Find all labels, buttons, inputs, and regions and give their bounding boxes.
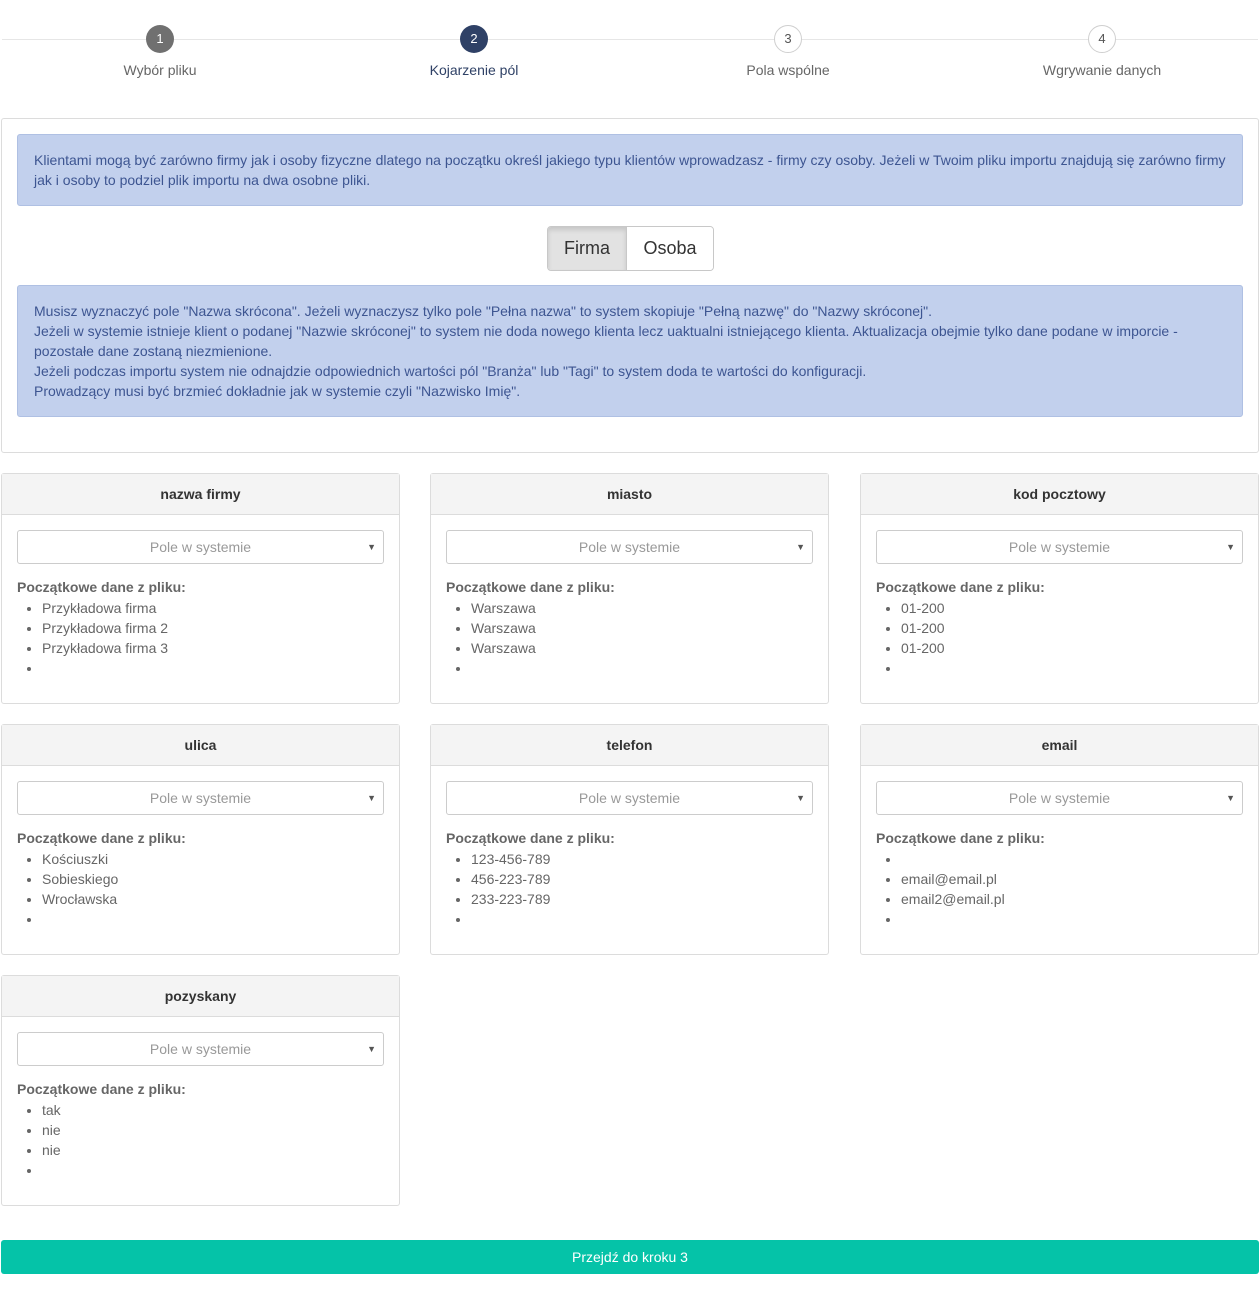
list-item [42,1160,61,1180]
list-item: • 123-456-789 [471,849,550,869]
system-field-select[interactable] [17,1032,384,1066]
caret-down-icon: ▼ [367,793,376,803]
list-item: • 01-200 [901,618,945,638]
field-card-title: telefon [431,725,828,766]
list-item [901,658,945,678]
file-data-list [901,598,945,678]
osoba-toggle-button[interactable]: Osoba [627,227,713,270]
step-4[interactable] [1002,25,1202,78]
file-data-label: Początkowe dane z pliku: [446,830,615,846]
list-item: • tak [42,1100,61,1120]
file-data-label: Początkowe dane z pliku: [876,579,1045,595]
select-placeholder: Pole w systemie [149,539,252,555]
step-3-circle: 3 [774,25,802,53]
file-data-list [42,598,168,678]
list-item: • Sobieskiego [42,869,118,889]
system-field-select[interactable] [17,781,384,815]
caret-down-icon: ▼ [796,542,805,552]
list-item: • Kościuszki [42,849,118,869]
caret-down-icon: ▼ [1226,793,1235,803]
list-item: • Przykładowa firma [42,598,168,618]
field-card-nazwa-firmy [1,473,400,704]
import-rules-alert [17,285,1243,417]
caret-down-icon: ▼ [367,542,376,552]
list-item: • 233-223-789 [471,889,550,909]
file-data-label: Początkowe dane z pliku: [17,1081,186,1097]
field-card-title: pozyskany [2,976,399,1017]
file-data-list [471,598,536,678]
field-card-title: ulica [2,725,399,766]
list-item [42,658,168,678]
field-card-title: miasto [431,474,828,515]
list-item [42,909,118,929]
caret-down-icon: ▼ [367,1044,376,1054]
field-card-email [860,724,1259,955]
list-item [901,909,1005,929]
list-item: • 01-200 [901,598,945,618]
import-rule-line: Jeżeli podczas importu system nie odnajdzie odpowiednich wartości pól "Branża" lub "Tagi" to system doda te wartości do konfiguracji. [34,363,867,379]
file-data-label: Początkowe dane z pliku: [17,830,186,846]
import-stepper [0,0,1260,100]
list-item: • email@email.pl [901,869,1005,889]
file-data-label: Początkowe dane z pliku: [876,830,1045,846]
client-type-toggle [547,226,714,271]
next-step-button[interactable]: Przejdź do kroku 3 [1,1240,1259,1274]
select-placeholder: Pole w systemie [578,539,681,555]
system-field-select[interactable] [876,530,1243,564]
firma-toggle-button[interactable]: Firma [548,227,627,270]
field-card-miasto [430,473,829,704]
list-item: • 456-223-789 [471,869,550,889]
list-item [471,658,536,678]
field-card-telefon [430,724,829,955]
file-data-list [471,849,550,929]
select-placeholder: Pole w systemie [1008,790,1111,806]
list-item [901,849,1005,869]
info-panel [1,118,1259,453]
step-1-circle: 1 [146,25,174,53]
field-card-ulica [1,724,400,955]
list-item: • Przykładowa firma 3 [42,638,168,658]
system-field-select[interactable] [446,530,813,564]
select-placeholder: Pole w systemie [1008,539,1111,555]
field-card-pozyskany [1,975,400,1206]
list-item: • email2@email.pl [901,889,1005,909]
list-item: • Wrocławska [42,889,118,909]
list-item: • Warszawa [471,598,536,618]
select-placeholder: Pole w systemie [149,1041,252,1057]
select-placeholder: Pole w systemie [149,790,252,806]
system-field-select[interactable] [446,781,813,815]
list-item [471,909,550,929]
list-item: • Warszawa [471,618,536,638]
client-type-info-alert: Klientami mogą być zarówno firmy jak i osoby fizyczne dlatego na początku określ jakiego typu klientów wprowadzasz - firmy czy osoby. Jeżeli w Twoim pliku importu znajdują się zarówno firmy jak i osoby to podziel plik importu na dwa osobne pliki. [17,134,1243,206]
list-item: • nie [42,1140,61,1160]
import-rule-line: Musisz wyznaczyć pole "Nazwa skrócona". Jeżeli wyznaczysz tylko pole "Pełna nazwa" to system skopiuje "Pełną nazwę" do "Nazwy skróconej". [34,303,933,319]
list-item: • 01-200 [901,638,945,658]
step-2-circle: 2 [460,25,488,53]
caret-down-icon: ▼ [796,793,805,803]
list-item: • Warszawa [471,638,536,658]
file-data-label: Początkowe dane z pliku: [446,579,615,595]
file-data-label: Początkowe dane z pliku: [17,579,186,595]
select-placeholder: Pole w systemie [578,790,681,806]
file-data-list [42,1100,61,1180]
field-card-title: kod pocztowy [861,474,1258,515]
field-card-title: nazwa firmy [2,474,399,515]
file-data-list [901,849,1005,929]
step-4-label: Wgrywanie danych [1042,62,1162,78]
import-rule-line: Prowadzący musi być brzmieć dokładnie jak w systemie czyli "Nazwisko Imię". [34,383,521,399]
step-4-circle: 4 [1088,25,1116,53]
list-item: • nie [42,1120,61,1140]
field-card-title: email [861,725,1258,766]
step-2[interactable] [374,25,574,78]
step-3-label: Pola wspólne [746,62,830,78]
step-3[interactable] [688,25,888,78]
list-item: • Przykładowa firma 2 [42,618,168,638]
file-data-list [42,849,118,929]
step-1-label: Wybór pliku [123,62,197,78]
step-2-label: Kojarzenie pól [429,62,519,78]
field-card-kod-pocztowy [860,473,1259,704]
step-1[interactable] [60,25,260,78]
system-field-select[interactable] [17,530,384,564]
import-rule-line: Jeżeli w systemie istnieje klient o podanej "Nazwie skróconej" to system nie doda nowego klienta lecz uaktualni istniejącego klienta. Aktualizacja obejmie tylko dane podane w imporcie - pozostałe dane zostaną niezmienione. [34,323,1178,359]
caret-down-icon: ▼ [1226,542,1235,552]
system-field-select[interactable] [876,781,1243,815]
